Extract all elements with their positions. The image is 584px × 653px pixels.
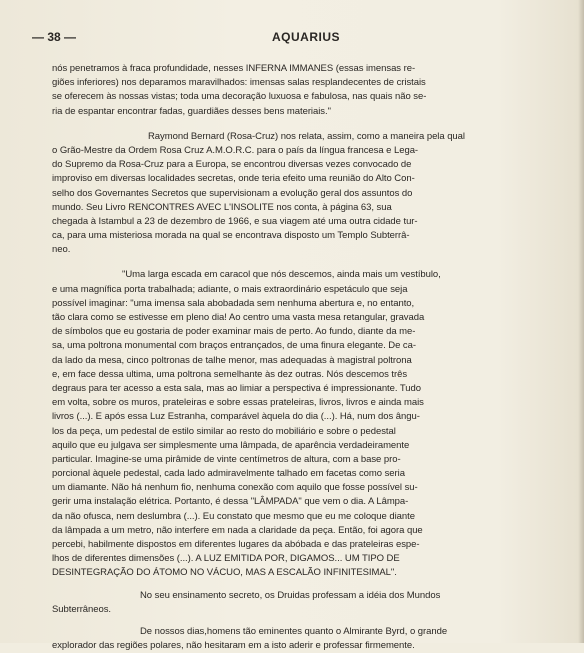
paragraph bbox=[52, 589, 580, 617]
text-line: ria de espantar encontrar fadas, guardiães desses bens materiais." bbox=[52, 105, 331, 117]
text-line: chegada à Istambul a 23 de dezembro de 1966, e sua viagem até uma outra cidade tur- bbox=[52, 215, 418, 227]
text-line: em volta, sobre os muros, prateleiras e sobre essas prateleiras, livros, livros e ainda mais bbox=[52, 397, 424, 409]
text-line: sa, uma poltrona monumental com braços entrançados, de uma finura elegante. De ca- bbox=[52, 340, 416, 352]
text-line: tão clara como se estivesse em pleno dia! Ao centro uma vasta mesa retangular, gravada bbox=[52, 312, 425, 323]
text-line: possível imaginar: "uma imensa sala abobadada sem nenhuma abertura e, no entanto, bbox=[52, 297, 415, 309]
text-line: particular. Imagine-se uma pirâmide de vinte centímetros de altura, com a base pro- bbox=[52, 453, 401, 465]
text-line: livros (...). E após essa Luz Estranha, comparável àquela do dia (...). Há, num dos ângu- bbox=[52, 411, 420, 423]
text-line: improviso em diversas localidades secretas, onde teria efeito uma reunião do Alto Con- bbox=[52, 173, 415, 185]
text-line: Raymond Bernard (Rosa-Cruz) nos relata, assim, como a maneira pela qual bbox=[148, 130, 465, 142]
text-line: da lâmpada a um metro, não interfere em nada a claridade da peça. Então, foi agora que bbox=[52, 524, 423, 536]
paragraph-gap bbox=[52, 119, 580, 130]
text-line: neo. bbox=[52, 244, 71, 256]
text-line: Subterrâneos. bbox=[52, 603, 112, 615]
text-line: degraus para ter acesso a esta sala, mas ao limiar a perspectiva é impressionante. Tudo bbox=[52, 382, 421, 394]
text-line: selho dos Governantes Secretos que supervisionam a evolução geral dos assuntos do bbox=[52, 187, 413, 199]
text-line: um diamante. Não há nenhum fio, nenhuma conexão com aquilo que fosse possível su- bbox=[52, 482, 418, 494]
page-number: — 38 — bbox=[32, 30, 77, 44]
text-line: DESINTEGRAÇÃO DO ÁTOMO NO VÁCUO, MAS A ESCALÃO INFINITESIMAL". bbox=[52, 567, 397, 579]
text-line: do Supremo da Rosa-Cruz para a Europa, se encontrou diversas vezes convocado de bbox=[52, 159, 412, 171]
paragraph-gap bbox=[52, 257, 580, 268]
text-line: los da peça, um pedestal de estilo similar ao resto do mobiliário e sobre o pedestal bbox=[52, 425, 396, 437]
paragraph-gap bbox=[52, 581, 580, 589]
text-line: nós penetramos à fraca profundidade, nesses INFERNA IMMANES (essas imensas re- bbox=[52, 63, 416, 74]
text-line: "Uma larga escada em caracol que nós descemos, ainda mais um vestíbulo, bbox=[122, 269, 441, 281]
text-line: se oferecem às nossas vistas; toda uma decoração luxuosa e fabulosa, nas quais não se- bbox=[52, 91, 427, 103]
text-line: da lado da mesa, cinco poltronas de talhe menor, mas adequadas à magistral poltrona bbox=[52, 354, 412, 366]
text-line: gerir uma instalação elétrica. Portanto, é dessa "LÂMPADA" que vem o dia. A Lâmpa- bbox=[52, 496, 409, 508]
text-line: e, em face dessa ultima, uma poltrona semelhante às dez outras. Nós descemos três bbox=[52, 368, 408, 380]
text-line: mundo. Seu Livro RENCONTRES AVEC L'INSOLITE nos conta, à página 63, sua bbox=[52, 201, 392, 213]
text-line: No seu ensinamento secreto, os Druidas professam a idéia dos Mundos bbox=[140, 589, 441, 601]
text-line: de símbolos que eu gostaria de poder examinar mais de perto. Ao fundo, diante da me- bbox=[52, 326, 416, 338]
paragraph bbox=[52, 268, 580, 580]
text-line: e uma magnífica porta trabalhada; adiante, o mais extraordinário espetáculo que seja bbox=[52, 283, 408, 295]
paragraph bbox=[52, 62, 580, 119]
paragraph-gap bbox=[52, 617, 580, 625]
text-line: explorador das regiões polares, não hesitaram em a isto aderir e professar firmemente. bbox=[52, 640, 415, 652]
text-line: lhos de diferentes dimensões (...). A LUZ EMITIDA POR, DIGAMOS... UM TIPO DE bbox=[52, 553, 400, 565]
text-line: o Grão-Mestre da Ordem Rosa Cruz A.M.O.R.C. para o país da língua francesa e Lega- bbox=[52, 144, 419, 156]
text-line: da não ofusca, nem deslumbra (...). Eu constato que mesmo que eu me coloque diante bbox=[52, 510, 415, 522]
text-line: ca, para uma misteriosa morada na qual se encontrava disposto um Templo Subterrâ- bbox=[52, 230, 410, 242]
paragraph bbox=[52, 625, 580, 653]
body-text bbox=[52, 62, 580, 653]
text-line: giões inferiores) nos deparamos maravilhados: imensas salas resplandecentes de cristais bbox=[52, 77, 426, 89]
paragraph bbox=[52, 130, 580, 258]
page-header bbox=[32, 30, 562, 52]
running-title: AQUARIUS bbox=[272, 30, 341, 44]
text-line: percebi, habilmente dispostos em diferentes lugares da abóbada e das prateleiras espe- bbox=[52, 539, 420, 550]
text-line: De nossos dias,homens tão eminentes quanto o Almirante Byrd, o grande bbox=[140, 625, 448, 637]
text-line: porcional àquele pedestal, cada lado admiravelmente talhado em facetas como seria bbox=[52, 468, 405, 480]
text-line: aquilo que eu julgava ser simplesmente uma lâmpada, de aparência verdadeiramente bbox=[52, 439, 410, 451]
